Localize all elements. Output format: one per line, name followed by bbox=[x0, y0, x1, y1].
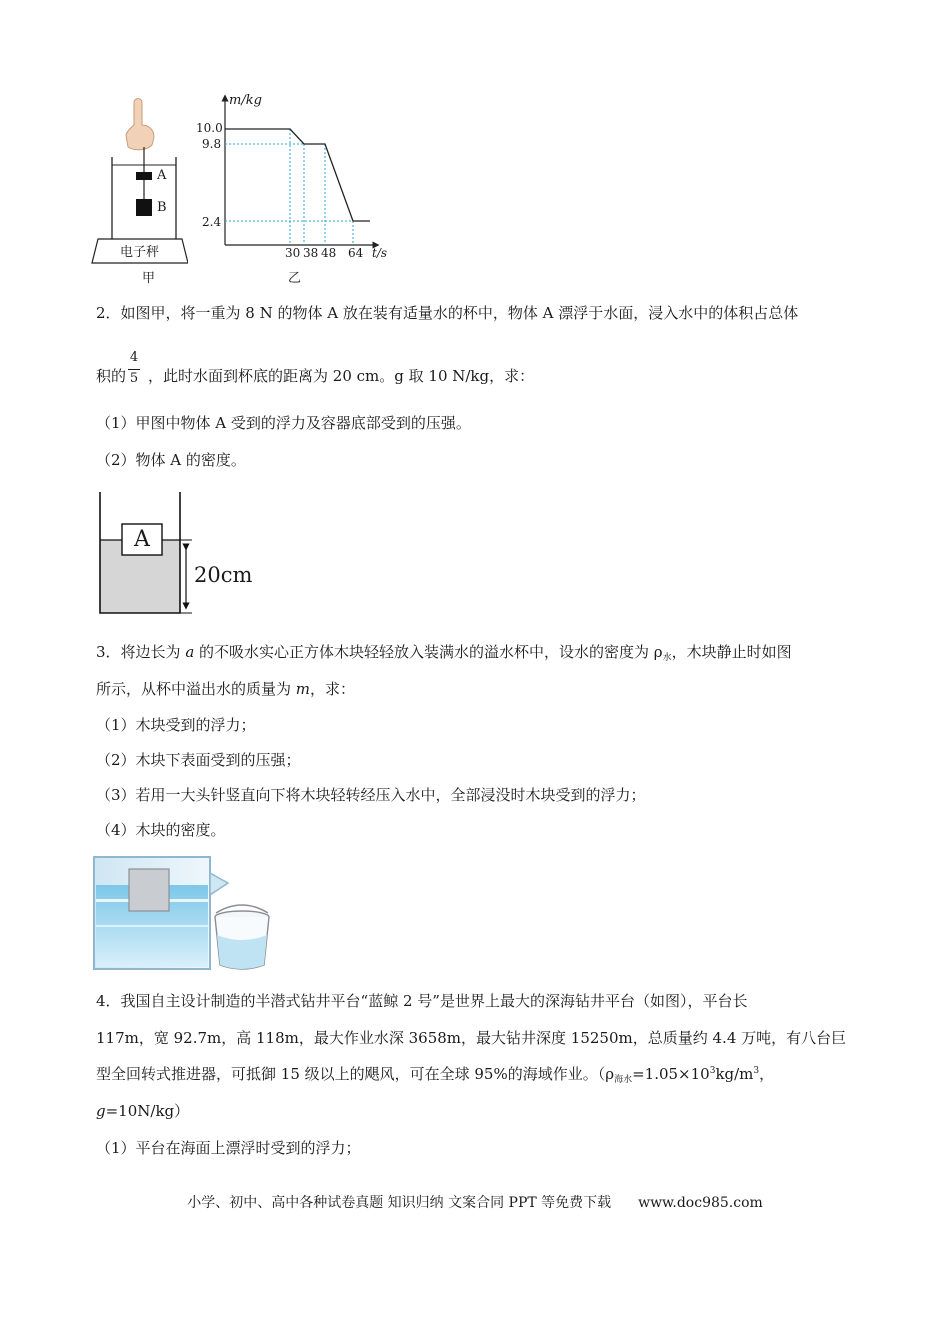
q4-line-3-a: 型全回转式推进器，可抵御 15 级以上的飓风，可在全球 95%的海域作业。（ρ bbox=[96, 1065, 615, 1083]
q3-overflow-cup-figure bbox=[92, 855, 277, 975]
q3-line-1 bbox=[96, 642, 792, 665]
y-tick-10: 10.0 bbox=[196, 121, 223, 135]
q2-beaker-figure bbox=[92, 490, 262, 620]
fig1-caption-yi: 乙 bbox=[288, 271, 302, 286]
q3-line-2 bbox=[96, 679, 355, 699]
q3-sub-2: （2）木块下表面受到的压强； bbox=[96, 751, 301, 769]
q4-line-3 bbox=[96, 1064, 774, 1087]
q4-line-2: 117m，宽 92.7m，高 118m，最大作业水深 3658m，最大钻井深度 15250m，总质量约 4.4 万吨，有八台巨 bbox=[96, 1029, 847, 1047]
x-tick-64: 64 bbox=[348, 246, 364, 260]
q4-sub-1: （1）平台在海面上漂浮时受到的浮力； bbox=[96, 1139, 361, 1157]
fraction-numerator: 4 bbox=[129, 350, 139, 365]
q4-exp-1: 3 bbox=[709, 1066, 716, 1076]
q2-sub-2: （2）物体 A 的密度。 bbox=[96, 451, 246, 469]
q2-depth-label: 20cm bbox=[194, 563, 253, 587]
q3-var-m: m bbox=[295, 680, 311, 698]
q2-line-2-post: ，此时水面到杯底的距离为 20 cm。g 取 10 N/kg，求： bbox=[148, 367, 535, 385]
footer-text: 小学、初中、高中各种试卷真题 知识归纳 文案合同 PPT 等免费下载 bbox=[187, 1195, 612, 1211]
q3-line-2-a: 所示，从杯中溢出水的质量为 bbox=[96, 680, 296, 698]
q3-sub-4: （4）木块的密度。 bbox=[96, 821, 226, 839]
spout bbox=[210, 873, 228, 895]
x-tick-48: 48 bbox=[321, 246, 337, 260]
y-tick-9-8: 9.8 bbox=[202, 137, 222, 151]
fig1-caption-jia: 甲 bbox=[142, 271, 156, 286]
footer-url[interactable]: www.doc985.com bbox=[638, 1195, 763, 1211]
q3-line-1-c: ，木块静止时如图 bbox=[671, 643, 792, 661]
q4-line-1: 4．我国自主设计制造的半潜式钻井平台“蓝鲸 2 号”是世界上最大的深海钻井平台（如图），平台长 bbox=[96, 992, 748, 1010]
q4-exp-2: 3 bbox=[753, 1066, 760, 1076]
fig1-left-diagram bbox=[88, 95, 188, 290]
q4-line-4 bbox=[96, 1101, 189, 1121]
q3-var-a: a bbox=[185, 643, 195, 661]
q4-var-g: g bbox=[96, 1102, 106, 1120]
q2-block-label: A bbox=[134, 527, 150, 552]
q3-rho-sub: 水 bbox=[662, 653, 672, 663]
q3-line-1-b: 的不吸水实心正方体木块轻轻放入装满水的溢水杯中，设水的密度为 ρ bbox=[194, 643, 663, 661]
q3-sub-1: （1）木块受到的浮力； bbox=[96, 716, 256, 734]
label-a: A bbox=[157, 168, 167, 183]
q3-line-1-a: 3．将边长为 bbox=[96, 643, 186, 661]
q3-sub-3: （3）若用一大头针竖直向下将木块轻转经压入水中，全部浸没时木块受到的浮力； bbox=[96, 786, 646, 804]
y-axis-label: m/kg bbox=[229, 93, 262, 108]
q4-line-4-b: =10N/kg） bbox=[105, 1102, 190, 1120]
x-axis-label: t/s bbox=[372, 246, 388, 260]
bucket-icon bbox=[215, 905, 269, 969]
footer bbox=[0, 1192, 950, 1212]
q4-line-3-c: kg/m bbox=[715, 1065, 754, 1083]
q2-line-2 bbox=[96, 366, 534, 386]
q4-line-3-b: =1.05×10 bbox=[632, 1065, 710, 1083]
mass-curve bbox=[225, 129, 370, 221]
block-b bbox=[136, 199, 152, 216]
y-tick-2-4: 2.4 bbox=[202, 215, 222, 229]
scale-label: 电子秤 bbox=[120, 245, 160, 260]
q4-rho-sub: 海水 bbox=[614, 1075, 633, 1085]
wood-block bbox=[129, 869, 169, 911]
q2-line-1: 2．如图甲，将一重为 8 N 的物体 A 放在装有适量水的杯中，物体 A 漂浮于水面，浸入水中的体积占总体 bbox=[96, 304, 799, 322]
q3-line-2-b: ，求： bbox=[310, 680, 356, 698]
x-tick-38: 38 bbox=[303, 246, 319, 260]
q2-line-2-pre: 积的 bbox=[96, 367, 127, 385]
mass-time-graph bbox=[190, 88, 400, 270]
hand-icon bbox=[126, 99, 154, 150]
q4-line-3-d: ， bbox=[759, 1065, 775, 1083]
x-tick-30: 30 bbox=[285, 246, 301, 260]
q2-sub-1: （1）甲图中物体 A 受到的浮力及容器底部受到的压强。 bbox=[96, 414, 471, 432]
fraction-denominator: 5 bbox=[129, 371, 139, 386]
block-a bbox=[136, 172, 152, 180]
label-b: B bbox=[157, 200, 167, 215]
fraction-bar bbox=[128, 369, 140, 370]
